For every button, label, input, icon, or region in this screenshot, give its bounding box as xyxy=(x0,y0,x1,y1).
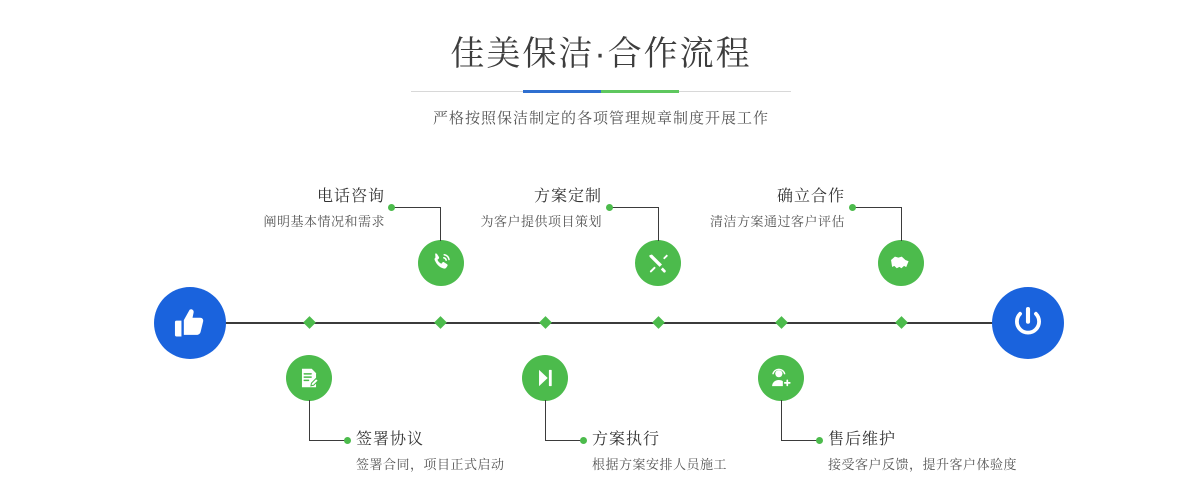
document-edit-icon xyxy=(296,365,322,391)
page-title: 佳美保洁·合作流程 xyxy=(450,35,752,73)
connector-vertical-5 xyxy=(901,207,902,241)
connector-dot-5 xyxy=(849,204,856,211)
step-title-6: 售后维护 xyxy=(828,431,897,448)
phone-icon xyxy=(428,250,454,276)
connector-vertical-6 xyxy=(781,400,782,440)
step-icon-5 xyxy=(878,240,924,286)
connector-vertical-2 xyxy=(309,400,310,440)
connector-vertical-1 xyxy=(440,207,441,241)
step-icon-1 xyxy=(418,240,464,286)
step-title-4: 方案执行 xyxy=(592,431,661,448)
step-label-5 xyxy=(700,186,845,232)
step-title-5: 确立合作 xyxy=(776,188,845,205)
step-title-2: 签署协议 xyxy=(356,431,425,448)
connector-horizontal-6 xyxy=(781,440,819,441)
page-subtitle: 严格按照保洁制定的各项管理规章制度开展工作 xyxy=(432,110,769,127)
step-desc-2: 签署合同，项目正式启动 xyxy=(356,457,505,472)
step-icon-2 xyxy=(286,355,332,401)
connector-horizontal-2 xyxy=(309,440,347,441)
axis-marker xyxy=(775,316,788,329)
step-desc-5: 清洁方案通过客户评估 xyxy=(709,214,845,229)
timeline-end-node xyxy=(992,287,1064,359)
axis-marker xyxy=(539,316,552,329)
connector-dot-1 xyxy=(388,204,395,211)
connector-vertical-4 xyxy=(545,400,546,440)
connector-horizontal-4 xyxy=(545,440,583,441)
step-icon-4 xyxy=(522,355,568,401)
play-forward-icon xyxy=(532,365,558,391)
connector-horizontal-5 xyxy=(852,207,901,208)
handshake-icon xyxy=(888,250,914,276)
axis-marker xyxy=(434,316,447,329)
timeline-start-node xyxy=(154,287,226,359)
step-desc-3: 为客户提供项目策划 xyxy=(480,214,602,229)
axis-marker xyxy=(303,316,316,329)
step-title-3: 方案定制 xyxy=(533,188,602,205)
step-label-6 xyxy=(828,429,1017,475)
step-icon-3 xyxy=(635,240,681,286)
axis-marker xyxy=(895,316,908,329)
connector-dot-3 xyxy=(606,204,613,211)
connector-horizontal-1 xyxy=(391,207,440,208)
connector-dot-4 xyxy=(580,437,587,444)
connector-horizontal-3 xyxy=(609,207,658,208)
power-icon xyxy=(1009,304,1047,342)
step-icon-6 xyxy=(758,355,804,401)
step-label-1 xyxy=(255,186,385,232)
tools-icon xyxy=(645,250,671,276)
step-label-2 xyxy=(356,429,505,475)
step-label-3 xyxy=(460,186,602,232)
thumbs-up-icon xyxy=(171,304,209,342)
axis-marker xyxy=(652,316,665,329)
connector-dot-6 xyxy=(816,437,823,444)
connector-dot-2 xyxy=(344,437,351,444)
step-desc-4: 根据方案安排人员施工 xyxy=(592,457,728,472)
step-title-1: 电话咨询 xyxy=(316,188,385,205)
support-agent-icon xyxy=(768,365,794,391)
step-desc-6: 接受客户反馈，提升客户体验度 xyxy=(828,457,1018,472)
connector-vertical-3 xyxy=(658,207,659,241)
step-label-4 xyxy=(592,429,727,475)
step-desc-1: 阐明基本情况和需求 xyxy=(263,214,385,229)
